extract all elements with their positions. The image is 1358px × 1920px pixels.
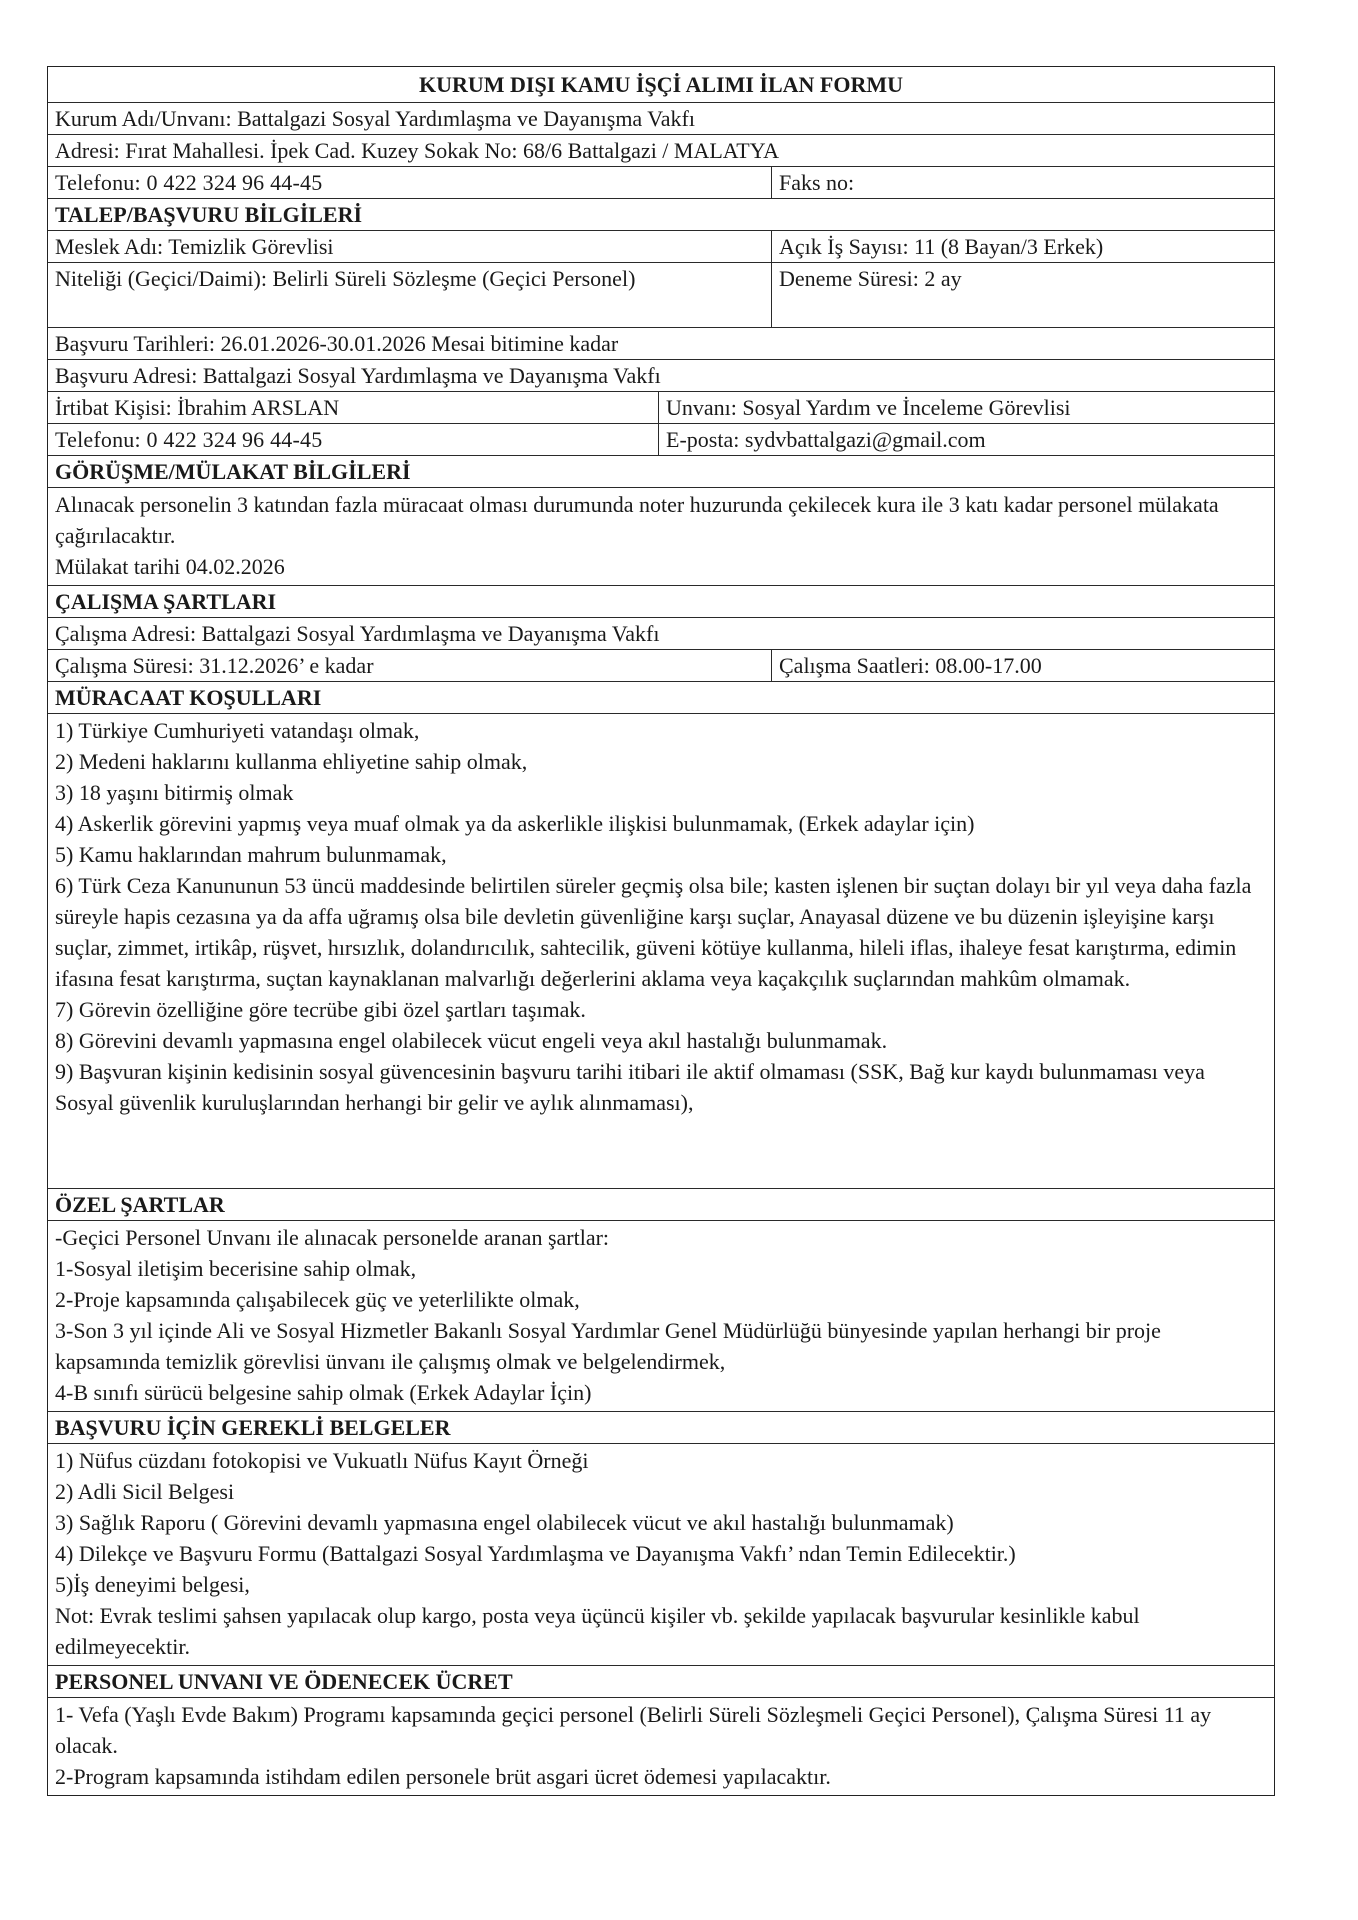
section-header-position-pay: PERSONEL UNVANI VE ÖDENECEK ÜCRET: [55, 1669, 513, 1694]
occupation: Meslek Adı: Temizlik Görevlisi: [55, 234, 334, 259]
interview-body-row: [48, 487, 1274, 585]
position-pay-body-row: [48, 1697, 1274, 1795]
application-dates: Başvuru Tarihleri: 26.01.2026-30.01.2026 Mesai bitimine kadar: [55, 331, 619, 356]
work-address: Çalışma Adresi: Battalgazi Sosyal Yardımlaşma ve Dayanışma Vakfı: [55, 621, 660, 646]
special-condition-item: 4-B sınıfı sürücü belgesine sahip olmak (Erkek Adaylar İçin): [55, 1380, 592, 1405]
institution-phone: Telefonu: 0 422 324 96 44-45: [55, 170, 323, 195]
document-item: 1) Nüfus cüzdanı fotokopisi ve Vukuatlı Nüfus Kayıt Örneği: [55, 1448, 589, 1473]
institution-phone-row: [48, 166, 1274, 198]
interview-date: Mülakat tarihi 04.02.2026: [55, 554, 285, 579]
institution-name: Kurum Adı/Unvanı: Battalgazi Sosyal Yardımlaşma ve Dayanışma Vakfı: [55, 106, 695, 131]
application-conditions-header-row: [48, 681, 1274, 713]
condition-item: 1) Türkiye Cumhuriyeti vatandaşı olmak,: [55, 718, 420, 743]
document-item: 5)İş deneyimi belgesi,: [55, 1572, 250, 1597]
interview-line: Alınacak personelin 3 katından fazla müracaat olması durumunda noter huzurunda çekilecek kura ile 3 katı kadar personel mülakata çağırılacaktır.: [55, 492, 1219, 548]
application-address: Başvuru Adresi: Battalgazi Sosyal Yardımlaşma ve Dayanışma Vakfı: [55, 363, 661, 388]
contact-phone: Telefonu: 0 422 324 96 44-45: [55, 427, 323, 452]
section-header-application-info: TALEP/BAŞVURU BİLGİLERİ: [55, 202, 363, 227]
section-header-working-conditions: ÇALIŞMA ŞARTLARI: [55, 589, 277, 614]
work-hours: Çalışma Saatleri: 08.00-17.00: [771, 650, 1274, 681]
position-pay-item: 2-Program kapsamında istihdam edilen personele brüt asgari ücret ödemesi yapılacaktır.: [55, 1764, 831, 1789]
contact-person-row: [48, 391, 1274, 423]
occupation-row: [48, 230, 1274, 262]
trial-period: Deneme Süresi: 2 ay: [771, 263, 1274, 327]
required-documents-header-row: [48, 1411, 1274, 1443]
position-pay-list: [48, 1698, 1274, 1795]
institution-address-row: [48, 134, 1274, 166]
application-conditions-body-row: [48, 713, 1274, 1188]
open-positions: Açık İş Sayısı: 11 (8 Bayan/3 Erkek): [771, 231, 1274, 262]
document-item: 2) Adli Sicil Belgesi: [55, 1479, 235, 1504]
application-dates-row: [48, 327, 1274, 359]
work-duration: Çalışma Süresi: 31.12.2026’ e kadar: [55, 653, 374, 678]
special-condition-item: 1-Sosyal iletişim becerisine sahip olmak,: [55, 1256, 417, 1281]
condition-item: 6) Türk Ceza Kanununun 53 üncü maddesinde belirtilen süreler geçmiş olsa bile; kasten işlenen bir suçtan dolayı bir yıl veya daha fazla süreyle hapis cezasına ya da affa uğramış olsa bile devletin güvenliğine karşı suçlar, Anayasal düzene ve bu düzenin işleyişine karşı suçlar, zimmet, irtikâp, rüşvet, hırsızlık, dolandırıcılık, sahtecilik, güveni kötüye kullanma, hileli iflas, ihaleye fesat karıştırma, edimin ifasına fesat karıştırma, suçtan kaynaklanan malvarlığı değerlerini aklama veya kaçakçılık suçlarından mahkûm olmamak.: [55, 873, 1252, 991]
required-documents-body-row: [48, 1443, 1274, 1665]
special-conditions-list: [48, 1221, 1274, 1411]
institution-name-row: [48, 102, 1274, 134]
special-condition-item: 2-Proje kapsamında çalışabilecek güç ve yeterlilikte olmak,: [55, 1287, 580, 1312]
institution-fax: Faks no:: [771, 167, 1274, 198]
document-note: Not: Evrak teslimi şahsen yapılacak olup kargo, posta veya üçüncü kişiler vb. şekilde yapılacak başvurular kesinlikle kabul edilmeyecektir.: [55, 1603, 1140, 1659]
contact-email[interactable]: E-posta: sydvbattalgazi@gmail.com: [658, 424, 1274, 455]
special-conditions-header-row: [48, 1188, 1274, 1220]
nature-row: [48, 262, 1274, 327]
interview-header-row: [48, 455, 1274, 487]
position-pay-header-row: [48, 1665, 1274, 1697]
special-condition-item: -Geçici Personel Unvanı ile alınacak personelde aranan şartlar:: [55, 1225, 610, 1250]
condition-item: 8) Görevini devamlı yapmasına engel olabilecek vücut engeli veya akıl hastalığı bulunmamak.: [55, 1028, 888, 1053]
section-header-special-conditions: ÖZEL ŞARTLAR: [55, 1192, 225, 1217]
condition-item: 7) Görevin özelliğine göre tecrübe gibi özel şartları taşımak.: [55, 997, 586, 1022]
condition-item: 3) 18 yaşını bitirmiş olmak: [55, 780, 294, 805]
form-title: KURUM DIŞI KAMU İŞÇİ ALIMI İLAN FORMU: [418, 72, 904, 97]
document-item: 4) Dilekçe ve Başvuru Formu (Battalgazi Sosyal Yardımlaşma ve Dayanışma Vakfı’ ndan Temin Edilecektir.): [55, 1541, 1016, 1566]
form-title-row: [48, 67, 1274, 102]
position-pay-item: 1- Vefa (Yaşlı Evde Bakım) Programı kapsamında geçici personel (Belirli Süreli Sözleşmeli Geçici Personel), Çalışma Süresi 11 ay olacak.: [55, 1702, 1212, 1758]
section-header-application-conditions: MÜRACAAT KOŞULLARI: [55, 685, 322, 710]
application-conditions-list: [48, 714, 1274, 1188]
contact-phone-row: [48, 423, 1274, 455]
condition-item: 4) Askerlik görevini yapmış veya muaf olmak ya da askerlikle ilişkisi bulunmamak, (Erkek adaylar için): [55, 811, 975, 836]
employment-nature: Niteliği (Geçici/Daimi): Belirli Süreli Sözleşme (Geçici Personel): [55, 266, 636, 291]
required-documents-list: [48, 1444, 1274, 1665]
condition-item: 9) Başvuran kişinin kedisinin sosyal güvencesinin başvuru tarihi itibari ile aktif olmaması (SSK, Bağ kur kaydı bulunmaması veya Sosyal güvenlik kuruluşlarından herhangi bir gelir ve aylık alınmaması),: [55, 1059, 1205, 1115]
job-posting-form: [47, 66, 1275, 1796]
contact-person: İrtibat Kişisi: İbrahim ARSLAN: [55, 395, 340, 420]
special-conditions-body-row: [48, 1220, 1274, 1411]
working-conditions-header-row: [48, 585, 1274, 617]
application-info-header-row: [48, 198, 1274, 230]
contact-title: Unvanı: Sosyal Yardım ve İnceleme Görevlisi: [658, 392, 1274, 423]
work-duration-row: [48, 649, 1274, 681]
section-header-interview: GÖRÜŞME/MÜLAKAT BİLGİLERİ: [55, 459, 411, 484]
section-header-required-documents: BAŞVURU İÇİN GEREKLİ BELGELER: [55, 1415, 451, 1440]
application-address-row: [48, 359, 1274, 391]
condition-item: 5) Kamu haklarından mahrum bulunmamak,: [55, 842, 447, 867]
document-item: 3) Sağlık Raporu ( Görevini devamlı yapmasına engel olabilecek vücut ve akıl hastalığı bulunmamak): [55, 1510, 954, 1535]
work-address-row: [48, 617, 1274, 649]
interview-body: [48, 488, 1274, 585]
condition-item: 2) Medeni haklarını kullanma ehliyetine sahip olmak,: [55, 749, 528, 774]
special-condition-item: 3-Son 3 yıl içinde Ali ve Sosyal Hizmetler Bakanlı Sosyal Yardımlar Genel Müdürlüğü bünyesinde yapılan herhangi bir proje kapsamında temizlik görevlisi ünvanı ile çalışmış olmak ve belgelendirmek,: [55, 1318, 1161, 1374]
institution-address: Adresi: Fırat Mahallesi. İpek Cad. Kuzey Sokak No: 68/6 Battalgazi / MALATYA: [55, 138, 780, 163]
